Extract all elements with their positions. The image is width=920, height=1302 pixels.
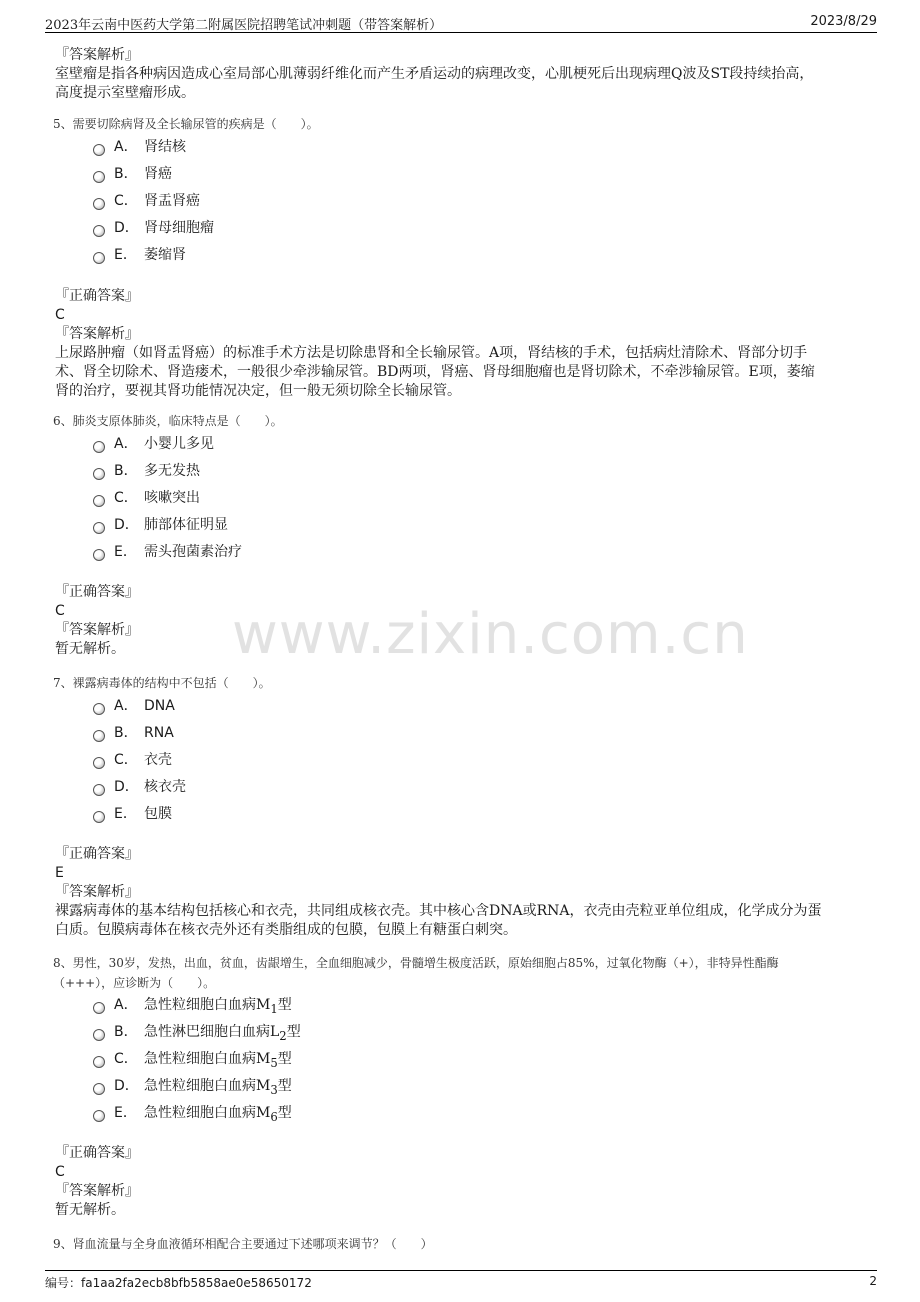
analysis-tag: 『答案解析』 — [55, 47, 139, 63]
analysis-line: 肾的治疗，要视其肾功能情况决定，但一般无须切除全长输尿管。 — [55, 383, 461, 399]
q7-option-e[interactable]: E． 包膜 — [93, 803, 172, 823]
q5-option-a[interactable]: A． 肾结核 — [93, 136, 186, 156]
q7-option-c[interactable]: C． 衣壳 — [93, 749, 172, 769]
radio-icon[interactable] — [93, 1002, 105, 1014]
correct-answer: C — [55, 1164, 65, 1180]
radio-icon[interactable] — [93, 1110, 105, 1122]
radio-icon[interactable] — [93, 811, 105, 823]
q6-answer-block — [55, 583, 865, 659]
radio-icon[interactable] — [93, 198, 105, 210]
q7-option-b[interactable]: B． RNA — [93, 722, 174, 742]
q6-option-a[interactable]: A． 小婴儿多见 — [93, 433, 214, 453]
analysis-line: 裸露病毒体的基本结构包括核心和衣壳，共同组成核衣壳。其中核心含DNA或RNA，衣壳由壳粒亚单位组成，化学成分为蛋 — [55, 903, 822, 919]
page-header — [45, 12, 877, 33]
header-date: 2023/8/29 — [810, 14, 877, 29]
watermark: www.zixin.com.cn — [232, 602, 749, 667]
analysis-line: 暂无解析。 — [55, 1202, 125, 1218]
analysis-line: 白质。包膜病毒体在核衣壳外还有类脂组成的包膜，包膜上有糖蛋白刺突。 — [55, 922, 517, 938]
radio-icon[interactable] — [93, 703, 105, 715]
answer-tag: 『正确答案』 — [55, 288, 139, 304]
correct-answer: C — [55, 307, 65, 323]
question-7: 7、裸露病毒体的结构中不包括（ ）。 — [53, 676, 271, 690]
page-footer — [45, 1270, 877, 1295]
answer-tag: 『正确答案』 — [55, 1145, 139, 1161]
document-title: 2023年云南中医药大学第二附属医院招聘笔试冲刺题（带答案解析） — [45, 18, 443, 33]
q5-option-b[interactable]: B． 肾癌 — [93, 163, 172, 183]
prev-analysis — [55, 46, 865, 103]
question-line: （+++），应诊断为（ ）。 — [53, 976, 216, 990]
q8-option-c[interactable]: C． 急性粒细胞白血病$M_5$型 — [93, 1048, 292, 1068]
radio-icon[interactable] — [93, 1083, 105, 1095]
radio-icon[interactable] — [93, 144, 105, 156]
radio-icon[interactable] — [93, 549, 105, 561]
answer-tag: 『正确答案』 — [55, 846, 139, 862]
q6-option-d[interactable]: D． 肺部体征明显 — [93, 514, 228, 534]
radio-icon[interactable] — [93, 252, 105, 264]
analysis-tag: 『答案解析』 — [55, 622, 139, 638]
q6-option-b[interactable]: B． 多无发热 — [93, 460, 200, 480]
q7-answer-block — [55, 845, 865, 940]
q5-option-c[interactable]: C． 肾盂肾癌 — [93, 190, 200, 210]
analysis-line: 室壁瘤是指各种病因造成心室局部心肌薄弱纤维化而产生矛盾运动的病理改变，心肌梗死后出现病理Q波及ST段持续抬高， — [55, 66, 814, 82]
radio-icon[interactable] — [93, 522, 105, 534]
analysis-line: 高度提示室壁瘤形成。 — [55, 85, 195, 101]
radio-icon[interactable] — [93, 784, 105, 796]
q8-option-b[interactable]: B． 急性淋巴细胞白血病$L_2$型 — [93, 1021, 301, 1041]
radio-icon[interactable] — [93, 1056, 105, 1068]
question-line: 8、男性，30岁，发热，出血，贫血，齿龈增生，全血细胞减少，骨髓增生极度活跃，原始细胞占85%，过氧化物酶（+），非特异性酯酶 — [53, 956, 779, 970]
analysis-tag: 『答案解析』 — [55, 326, 139, 342]
correct-answer: E — [55, 865, 64, 881]
radio-icon[interactable] — [93, 730, 105, 742]
q8-option-a[interactable]: A． 急性粒细胞白血病$M_1$型 — [93, 994, 292, 1014]
question-6: 6、肺炎支原体肺炎，临床特点是（ ）。 — [53, 414, 283, 428]
q8-option-d[interactable]: D． 急性粒细胞白血病$M_3$型 — [93, 1075, 292, 1095]
question-8 — [53, 953, 873, 993]
page-number: 2 — [869, 1274, 877, 1288]
analysis-line: 暂无解析。 — [55, 641, 125, 657]
q6-option-c[interactable]: C． 咳嗽突出 — [93, 487, 200, 507]
q7-option-d[interactable]: D． 核衣壳 — [93, 776, 186, 796]
q8-option-e[interactable]: E． 急性粒细胞白血病$M_6$型 — [93, 1102, 292, 1122]
correct-answer: C — [55, 603, 65, 619]
q8-answer-block — [55, 1144, 865, 1220]
radio-icon[interactable] — [93, 1029, 105, 1041]
q5-answer-block — [55, 287, 865, 401]
analysis-tag: 『答案解析』 — [55, 1183, 139, 1199]
document-code: 编号：fa1aa2fa2ecb8bfb5858ae0e58650172 — [45, 1276, 312, 1290]
q5-option-d[interactable]: D． 肾母细胞瘤 — [93, 217, 214, 237]
analysis-tag: 『答案解析』 — [55, 884, 139, 900]
q7-option-a[interactable]: A． DNA — [93, 695, 175, 715]
analysis-line: 术、肾全切除术、肾造瘘术，一般很少牵涉输尿管。BD两项，肾癌、肾母细胞瘤也是肾切除术，不牵涉输尿管。E项，萎缩 — [55, 364, 815, 380]
q5-option-e[interactable]: E． 萎缩肾 — [93, 244, 186, 264]
question-5: 5、需要切除病肾及全长输尿管的疾病是（ ）。 — [53, 117, 319, 131]
radio-icon[interactable] — [93, 495, 105, 507]
radio-icon[interactable] — [93, 757, 105, 769]
analysis-line: 上尿路肿瘤（如肾盂肾癌）的标准手术方法是切除患肾和全长输尿管。A项，肾结核的手术，包括病灶清除术、肾部分切手 — [55, 345, 808, 361]
q6-option-e[interactable]: E． 需头孢菌素治疗 — [93, 541, 242, 561]
radio-icon[interactable] — [93, 171, 105, 183]
answer-tag: 『正确答案』 — [55, 584, 139, 600]
question-9: 9、肾血流量与全身血液循环相配合主要通过下述哪项来调节？（ ） — [53, 1237, 433, 1251]
radio-icon[interactable] — [93, 468, 105, 480]
radio-icon[interactable] — [93, 225, 105, 237]
radio-icon[interactable] — [93, 441, 105, 453]
